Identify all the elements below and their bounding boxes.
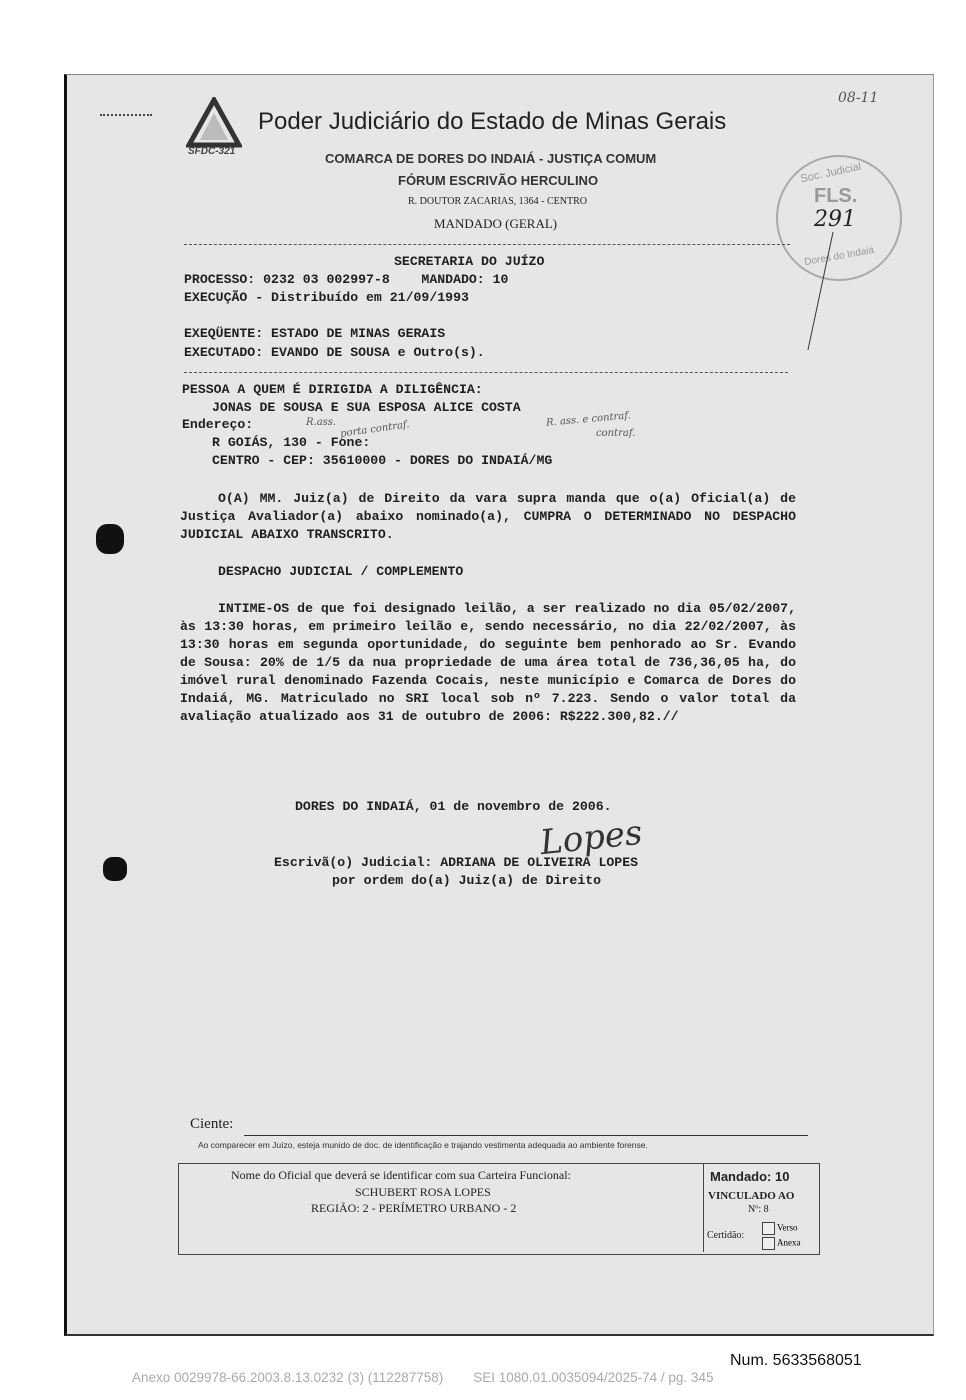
intro-paragraph: O(A) MM. Juiz(a) de Direito da vara supra manda que o(a) Oficial(a) de Justiça Avaliador(a) abaixo nominado(a), CUMPRA O DETERMINADO NO DESPACHO JUDICIAL ABAIXO TRANSCRITO. — [180, 491, 796, 542]
certidao-label: Certidão: — [707, 1230, 745, 1241]
handwritten-note-1: R.ass. — [306, 417, 337, 428]
mandado-panel — [703, 1164, 818, 1252]
stamp-page-number: 291 — [814, 207, 856, 232]
document-type: MANDADO (GERAL) — [434, 216, 558, 231]
notice-text: Ao comparecer em Juízo, esteja munido de doc. de identificação e trajando vestimenta adequada ao ambiente forense. — [198, 1140, 648, 1150]
escriva-line: Escrivã(o) Judicial: ADRIANA DE OLIVEIRA LOPES — [274, 855, 639, 870]
officer-name: SCHUBERT ROSA LOPES — [355, 1185, 491, 1199]
por-ordem-line: por ordem do(a) Juiz(a) de Direito — [332, 873, 602, 888]
anexa-checkbox[interactable] — [762, 1237, 775, 1250]
execucao-line: EXECUÇÃO - Distribuído em 21/09/1993 — [184, 290, 469, 305]
verso-option[interactable] — [762, 1222, 798, 1235]
comarca-line: COMARCA DE DORES DO INDAIÁ - JUSTIÇA COMUM — [325, 151, 657, 166]
officer-box — [178, 1163, 820, 1255]
court-title: Poder Judiciário do Estado de Minas Gerais — [258, 108, 727, 135]
punch-hole-top — [96, 524, 124, 554]
exequente-line: EXEQÜENTE: ESTADO DE MINAS GERAIS — [184, 326, 446, 341]
diligencia-heading: PESSOA A QUEM É DIRIGIDA A DILIGÊNCIA: — [182, 382, 483, 397]
mandado-number: Mandado: 10 — [710, 1169, 790, 1184]
handwritten-note-4: contraf. — [596, 428, 636, 439]
city-line: CENTRO - CEP: 35610000 - DORES DO INDAIÁ/MG — [212, 453, 553, 468]
ciente-signature-line[interactable] — [244, 1135, 808, 1136]
folio-stamp — [776, 155, 902, 281]
executado-line: EXECUTADO: EVANDO DE SOUSA e Outro(s). — [184, 345, 485, 360]
punch-hole-bottom — [103, 857, 127, 881]
verso-label: Verso — [777, 1222, 798, 1233]
judiciary-logo-icon — [186, 97, 242, 149]
officer-instruction: Nome do Oficial que deverá se identificar com sua Carteira Funcional: — [231, 1168, 571, 1182]
anexa-option[interactable] — [762, 1237, 801, 1250]
verso-checkbox[interactable] — [762, 1222, 775, 1235]
stamp-fls-label: FLS. — [814, 185, 858, 207]
date-line: DORES DO INDAIÁ, 01 de novembro de 2006. — [295, 799, 612, 814]
stamp-top-text: Soc. Judicial — [799, 160, 863, 186]
despacho-heading: DESPACHO JUDICIAL / COMPLEMENTO — [218, 564, 464, 579]
stamp-bottom-text: Dores do Indaiá — [803, 244, 876, 269]
processo-line: PROCESSO: 0232 03 002997-8 MANDADO: 10 — [184, 272, 509, 287]
handwritten-note-3: R. ass. e contraf. — [545, 410, 632, 429]
recipient-names: JONAS DE SOUSA E SUA ESPOSA ALICE COSTA — [212, 400, 521, 415]
separator-middle — [184, 372, 788, 373]
margin-scribble — [100, 114, 152, 116]
endereco-label: Endereço: — [182, 417, 254, 432]
separator-top — [184, 244, 790, 245]
annex-reference: Anexo 0029978-66.2003.8.13.0232 (3) (112287758) SEI 1080.01.0035094/2025-74 / pg. 345 — [132, 1370, 714, 1385]
vinculado-label: VINCULADO AO — [708, 1190, 795, 1202]
officer-region: REGIÃO: 2 - PERÍMETRO URBANO - 2 — [311, 1201, 517, 1215]
document-number: Num. 5633568051 — [730, 1352, 862, 1369]
signature: Lopes — [538, 812, 645, 864]
logo-code: SFDC-321 — [188, 146, 236, 157]
despacho-text: INTIME-OS de que foi designado leilão, a ser realizado no dia 05/02/2007, às 13:30 horas, em primeiro leilão e, sendo necessário, no dia 22/02/2007, às 13:30 horas em segunda oportunidade, do seguinte bem penhorado ao Sr. Evando de Sousa: 20% de 1/5 da nua propriedade de uma área total de 736,36,05 ha, do imóvel rural denominado Fazenda Cocais, neste município e Comarca de Dores do Indaiá, MG. Matriculado no SRI local sob nº 7.223. Sendo o valor total da avaliação atualizado aos 31 de outubro de 2006: R$222.300,82.// — [180, 601, 796, 724]
ciente-label: Ciente: — [190, 1116, 234, 1132]
anexa-label: Anexa — [777, 1237, 801, 1248]
handwritten-note-2: porta contraf. — [339, 419, 411, 440]
forum-line: FÓRUM ESCRIVÃO HERCULINO — [398, 173, 599, 188]
address-line: R. DOUTOR ZACARIAS, 1364 - CENTRO — [408, 196, 587, 207]
vinculado-number: Nº: 8 — [748, 1204, 769, 1215]
corner-note: 08-11 — [838, 90, 879, 106]
street-line: R GOIÁS, 130 - Fone: — [212, 435, 371, 450]
secretaria-heading: SECRETARIA DO JUÍZO — [394, 254, 545, 269]
